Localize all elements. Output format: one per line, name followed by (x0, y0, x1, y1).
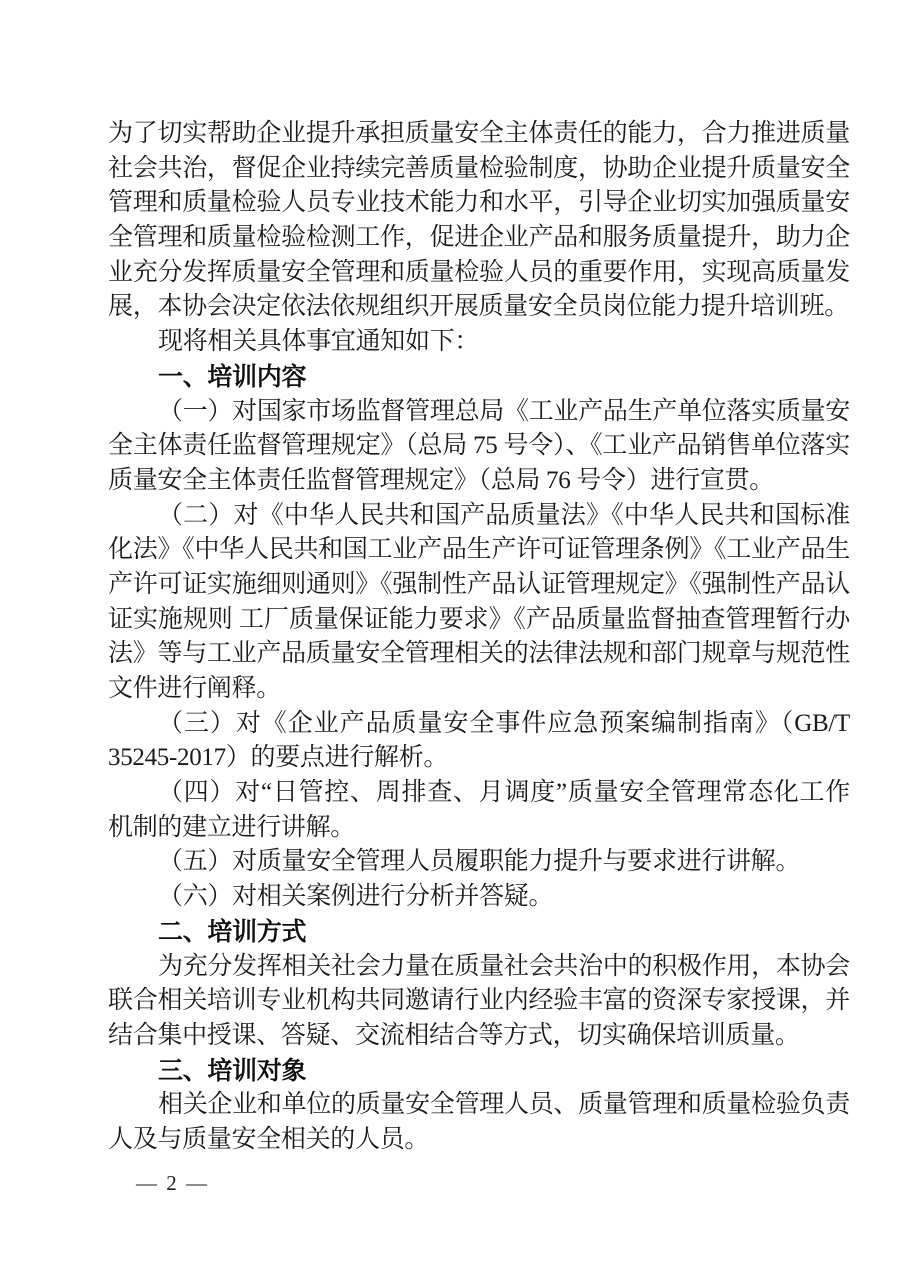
page-number: — 2 — (136, 1171, 209, 1195)
text-line: 结合集中授课、答疑、交流相结合等方式，切实确保培训质量。 (108, 1021, 800, 1049)
text-line: 现将相关具体事宜通知如下： (158, 328, 480, 356)
paragraph (108, 707, 850, 776)
paragraph (108, 845, 850, 880)
text-line: （五）对质量安全管理人员履职能力提升与要求进行讲解。 (158, 848, 801, 876)
text-line: 产许可证实施细则通则》《强制性产品认证管理规定》《强制性产品认 (108, 570, 850, 598)
text-line: 为充分发挥相关社会力量在质量社会共治中的积极作用，本协会 (158, 952, 850, 980)
paragraph (108, 117, 850, 325)
text-line: 机制的建立进行讲解。 (108, 813, 356, 841)
text-line: 相关企业和单位的质量安全管理人员、质量管理和质量检验负责 (158, 1091, 850, 1119)
text-line: （三）对《企业产品质量安全事件应急预案编制指南》（GB/T (158, 709, 850, 737)
text-line: 证实施规则 工厂质量保证能力要求》《产品质量监督抽查管理暂行办 (108, 605, 850, 633)
text-line: 35245-2017）的要点进行解析。 (108, 744, 449, 772)
paragraph (108, 776, 850, 845)
text-line: 为了切实帮助企业提升承担质量安全主体责任的能力，合力推进质量 (108, 120, 850, 147)
text-line: 全管理和质量检验检测工作，促进企业产品和服务质量提升，助力企 (108, 224, 850, 252)
section-heading (108, 360, 850, 395)
text-line: 管理和质量检验人员专业技术能力和水平，引导企业切实加强质量安 (108, 189, 850, 217)
paragraph (108, 950, 850, 1054)
text-line: （四）对“日管控、周排查、月调度”质量安全管理常态化工作 (158, 779, 850, 807)
paragraph (108, 499, 850, 707)
text-line: （六）对相关案例进行分析并答疑。 (158, 883, 554, 911)
text-line: 联合相关培训专业机构共同邀请行业内经验丰富的资深专家授课，并 (108, 987, 850, 1015)
text-line: 法》等与工业产品质量安全管理相关的法律法规和部门规章与规范性 (108, 640, 850, 668)
text-line: 文件进行阐释。 (108, 675, 281, 702)
text-line: 一、培训内容 (158, 362, 307, 391)
section-heading (108, 915, 850, 950)
paragraph (108, 325, 850, 360)
text-line: 二、培训方式 (158, 917, 307, 946)
paragraph (108, 880, 850, 915)
text-line: 展，本协会决定依法依规组织开展质量安全员岗位能力提升培训班。 (108, 293, 850, 321)
text-line: 化法》《中华人民共和国工业产品生产许可证管理条例》《工业产品生 (108, 536, 850, 564)
text-line: （二）对《中华人民共和国产品质量法》《中华人民共和国标准 (158, 501, 850, 529)
text-line: 质量安全主体责任监督管理规定》（总局 76 号令）进行宣贯。 (108, 466, 775, 494)
text-line: 社会共治，督促企业持续完善质量检验制度，协助企业提升质量安全 (108, 154, 850, 182)
paragraph (108, 1088, 850, 1157)
text-line: 业充分发挥质量安全管理和质量检验人员的重要作用，实现高质量发 (108, 258, 850, 286)
text-line: 三、培训对象 (158, 1056, 307, 1085)
document-body (108, 117, 850, 1158)
section-heading (108, 1054, 850, 1089)
paragraph (108, 395, 850, 499)
text-line: （一）对国家市场监督管理总局《工业产品生产单位落实质量安 (158, 397, 850, 425)
text-line: 人及与质量安全相关的人员。 (108, 1125, 430, 1153)
text-line: 全主体责任监督管理规定》（总局 75 号令）、《工业产品销售单位落实 (108, 432, 850, 460)
